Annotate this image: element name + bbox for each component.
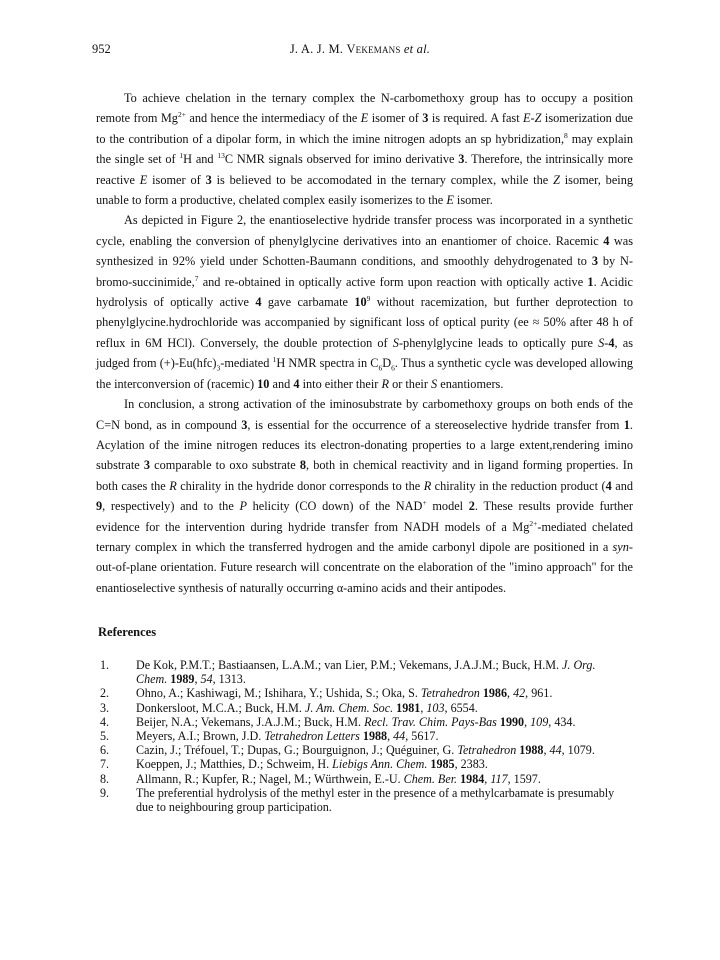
text-run: J. Org. Chem. — [136, 658, 596, 687]
text-run: 7 — [194, 273, 199, 283]
paragraph — [96, 88, 633, 210]
page-number: 952 — [92, 42, 111, 56]
text-run: Meyers, A.I.; Brown, J.D. — [136, 729, 265, 744]
text-run: 8 — [299, 458, 307, 473]
text-run: -mediated chelated ternary complex in which the transferred hydrogen and the amide carbonyl dipole are positioned in a — [96, 519, 633, 554]
text-run: H NMR spectra in C — [276, 356, 379, 371]
text-run: + — [422, 498, 427, 508]
text-run: J. Am. Chem. Soc. — [304, 700, 394, 715]
text-run: H and — [183, 152, 218, 167]
text-run: , — [507, 686, 514, 701]
running-head-prefix: J. A. J. M. — [289, 42, 347, 56]
reference-item — [98, 729, 618, 743]
text-run: R — [423, 478, 432, 493]
text-run: chirality in the reduction product ( — [431, 478, 606, 493]
text-run: E — [446, 193, 454, 208]
text-run: , both in chemical reactivity and in ligand forming properties. In both cases the — [96, 458, 633, 493]
paragraph — [96, 394, 633, 598]
text-run: 42 — [513, 686, 526, 701]
text-run: 4 — [608, 335, 615, 350]
text-run: and re-obtained in optically active form upon reaction with optically active — [198, 274, 588, 289]
text-run: . Thus a synthetic cycle was developed allowing the interconversion of (racemic) — [96, 356, 634, 391]
reference-number: 2. — [100, 686, 110, 701]
text-run: syn — [612, 539, 629, 554]
text-run: 1 — [272, 355, 277, 365]
text-run: , — [484, 771, 491, 786]
text-run: -out-of-plane orientation. Future research will concentrate on the elaboration of the "imino approach" for the enantioselective synthesis of naturally occurring α-amino acids and their antipodes. — [96, 539, 633, 595]
text-run: As depicted in Figure 2, the enantioselective hydride transfer process was incorporated in a synthetic cycle, enabling the conversion of phenylglycine derivatives into an enantiomer of choice. Racemic — [96, 213, 633, 248]
text-run: 10 — [257, 376, 270, 391]
text-run: R — [381, 376, 389, 391]
text-run: 1984 — [460, 771, 485, 786]
text-run: To achieve chelation in the ternary complex the N-carbomethoxy group has to occupy a position remote from Mg — [96, 91, 633, 126]
text-run: 4 — [605, 478, 612, 493]
text-run: De Kok, P.M.T.; Bastiaansen, L.A.M.; van Lier, P.M.; Vekemans, J.A.J.M.; Buck, H.M. — [136, 658, 563, 672]
text-run: 13 — [217, 151, 225, 161]
text-run: 3 — [591, 254, 598, 269]
text-run: , — [524, 714, 531, 729]
text-run: , 1313. — [212, 672, 246, 687]
reference-number: 8. — [100, 771, 110, 786]
text-run: 1 — [587, 274, 594, 289]
text-run: was synthesized in 92% yield under Schotten-Baumann conditions, and smoothly dehydrogenated to — [96, 233, 634, 269]
reference-number: 7. — [100, 757, 110, 772]
text-run: into either their — [299, 376, 382, 391]
text-run: S — [598, 335, 605, 350]
text-run: 6 — [378, 363, 383, 373]
text-run: , 6554. — [444, 700, 478, 715]
text-run: 109 — [530, 714, 549, 729]
text-run: 2+ — [529, 518, 538, 528]
text-run: helicity (CO down) of the NAD — [246, 499, 423, 514]
text-run: C NMR signals observed for imino derivative — [224, 152, 459, 167]
references-list — [98, 658, 618, 814]
text-run: and hence the intermediacy of the — [185, 111, 361, 126]
text-run: is believed to be accomodated in the ternary complex, while the — [211, 172, 554, 187]
reference-number: 4. — [100, 714, 110, 729]
text-run: 103 — [426, 700, 445, 715]
text-run: Donkersloot, M.C.A.; Buck, H.M. — [136, 700, 305, 715]
text-run: 4 — [255, 295, 262, 310]
text-run: , as judged from (+)-Eu(hfc) — [96, 335, 633, 371]
text-run: 1 — [623, 417, 630, 432]
reference-number: 5. — [100, 729, 110, 744]
text-run: , is essential for the occurrence of a stereoselective hydride transfer from — [247, 417, 624, 432]
reference-item — [98, 658, 618, 686]
text-run: 1989 — [170, 672, 195, 687]
page-header — [92, 42, 628, 62]
text-run: chirality in the hydride donor corresponds to the — [176, 478, 424, 493]
text-run: and — [269, 376, 294, 391]
reference-item — [98, 743, 618, 757]
text-run: In conclusion, a strong activation of the iminosubstrate by carbomethoxy groups on both ends of the C=N bond, as in compound — [96, 397, 633, 432]
text-run: 1990 — [499, 714, 525, 729]
text-run: P — [239, 499, 247, 514]
text-run: , — [387, 729, 394, 744]
text-run: 44 — [549, 743, 562, 758]
text-run: 1 — [179, 151, 184, 161]
text-run: isomer of — [368, 111, 423, 126]
text-run: , 5617. — [405, 729, 439, 744]
reference-item — [98, 686, 618, 700]
text-run: isomerization due to the contribution of a dipolar form, in which the imine nitrogen adopts an sp hybridization, — [96, 111, 634, 146]
text-run: . Acylation of the imine nitrogen reduces its electron-donating properties to a large extent,rendering imino substrate — [96, 417, 633, 473]
text-run: 9 — [366, 293, 371, 303]
text-run: 44 — [393, 729, 406, 744]
text-run: and — [611, 478, 633, 493]
text-run: 3 — [143, 458, 151, 473]
reference-item — [98, 701, 618, 715]
text-run: 4 — [603, 233, 610, 248]
text-run: , respectively) and to the — [102, 499, 240, 514]
text-run: isomer. — [453, 193, 493, 208]
text-run: 2 — [468, 499, 475, 514]
text-run: 1981 — [396, 700, 421, 715]
reference-number: 1. — [100, 658, 110, 672]
text-run: 117 — [490, 771, 508, 786]
text-run: Tetrahedron Letters — [264, 729, 360, 744]
text-run: Tetrahedron — [420, 686, 480, 701]
reference-number: 9. — [100, 785, 110, 800]
text-run: , 1079. — [561, 743, 595, 758]
text-run: , — [194, 672, 201, 687]
text-run: E-Z — [523, 111, 542, 126]
text-run: , 2383. — [454, 757, 488, 772]
text-run: S — [392, 335, 399, 350]
text-run: 8 — [564, 130, 568, 140]
text-run: comparable to oxo substrate — [150, 458, 300, 473]
text-run: model — [426, 499, 469, 514]
text-run: . Acidic hydrolysis of optically active — [96, 274, 633, 310]
text-run: -mediated — [220, 356, 273, 371]
reference-number: 3. — [100, 700, 110, 715]
reference-item — [98, 786, 618, 814]
text-run: Allmann, R.; Kupfer, R.; Nagel, M.; Würthwein, E.-U. — [136, 771, 404, 786]
text-run: E — [360, 111, 369, 126]
text-run: 9 — [96, 499, 103, 514]
running-head — [92, 42, 628, 57]
text-run: 3 — [205, 172, 212, 187]
text-run: or their — [389, 376, 432, 391]
text-run: , 1597. — [507, 771, 541, 786]
text-run: 54 — [200, 672, 213, 687]
text-run: 10 — [354, 295, 367, 310]
text-run: gave carbamate — [261, 295, 355, 310]
text-run: 3 — [422, 111, 429, 126]
reference-number: 6. — [100, 743, 110, 758]
text-run: 1985 — [430, 757, 455, 772]
text-run: 6 — [391, 363, 395, 373]
text-run: . Therefore, the intrinsically more reactive — [96, 152, 633, 187]
text-run: , 961. — [525, 686, 553, 701]
text-run: Z — [553, 172, 560, 187]
text-run: Beijer, N.A.; Vekemans, J.A.J.M.; Buck, H.M. — [136, 714, 365, 729]
text-run: , 434. — [548, 714, 576, 729]
text-run: Recl. Trav. Chim. Pays-Bas — [364, 714, 497, 729]
text-run: by N-bromo-succinimide, — [96, 254, 633, 289]
text-run: , — [543, 743, 550, 758]
text-run: 1988 — [519, 743, 544, 758]
text-run: . These results provide further evidence for the intervention during hydride transfer from NADH models of a Mg — [96, 499, 633, 534]
text-run: - — [604, 335, 609, 350]
text-run: The preferential hydrolysis of the methyl ester in the presence of a methylcarbamate is presumably due to neighbouring group participation. — [136, 785, 615, 815]
text-run: may explain the single set of — [96, 131, 634, 167]
text-run: Chem. Ber. — [403, 771, 458, 786]
reference-item — [98, 715, 618, 729]
text-run: 1988 — [362, 729, 388, 744]
text-run: , — [420, 700, 427, 715]
text-run: Koeppen, J.; Matthies, D.; Schweim, H. — [136, 757, 333, 772]
text-run: is required. A fast — [428, 111, 524, 126]
body-text — [96, 88, 633, 598]
text-run: D — [382, 356, 392, 371]
text-run: without racemization, but further deprotection to phenylglycine.hydrochloride was accompanied by significant loss of optical purity (ee ≈ 50% after 48 h of reflux in 6M HCl). Conversely, the double protection of — [96, 295, 633, 350]
text-run: 3 — [216, 363, 221, 373]
text-run: Tetrahedron — [457, 743, 517, 758]
text-run: 1986 — [482, 686, 508, 701]
text-run: Ohno, A.; Kashiwagi, M.; Ishihara, Y.; Ushida, S.; Oka, S. — [136, 686, 421, 701]
text-run: 4 — [293, 376, 300, 391]
text-run: isomer, being unable to form a productive, chelated complex easily isomerizes to the — [96, 172, 633, 208]
text-run: R — [169, 478, 177, 493]
text-run: 3 — [458, 152, 465, 167]
text-run: Liebigs Ann. Chem. — [332, 757, 428, 772]
reference-item — [98, 772, 618, 786]
text-run: Cazin, J.; Tréfouel, T.; Dupas, G.; Bourguignon, J.; Quéguiner, G. — [136, 743, 458, 758]
text-run: S — [431, 376, 438, 391]
text-run: E — [139, 172, 148, 187]
text-run: -phenylglycine leads to optically pure — [398, 335, 599, 350]
references-heading: References — [98, 625, 157, 639]
running-head-etal: et al. — [403, 42, 431, 56]
text-run: enantiomers. — [437, 376, 504, 391]
reference-item — [98, 757, 618, 771]
text-run: 2+ — [177, 110, 186, 120]
text-run: isomer of — [147, 172, 206, 187]
paragraph — [96, 210, 633, 394]
text-run: 3 — [241, 417, 248, 432]
running-head-author: Vekemans — [346, 42, 401, 56]
